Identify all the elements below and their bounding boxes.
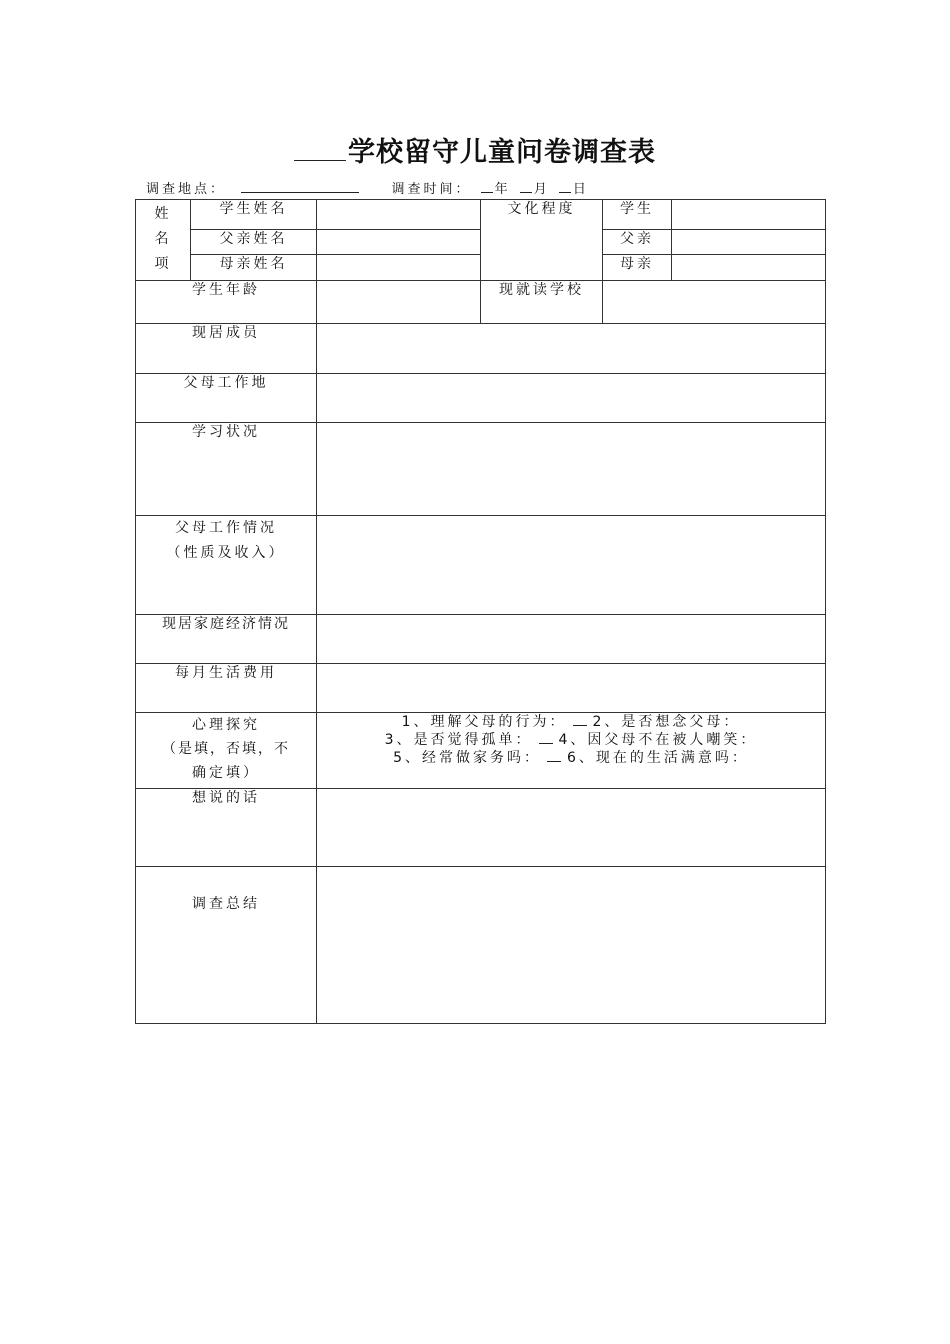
name-group-char-1: 姓 bbox=[154, 206, 172, 222]
year-field[interactable] bbox=[481, 180, 493, 193]
household-members-field[interactable] bbox=[317, 324, 826, 374]
parents-workplace-label: 父母工作地 bbox=[136, 374, 317, 423]
psych-q5: 5、经常做家务吗： bbox=[393, 750, 541, 767]
school-name-blank[interactable] bbox=[294, 138, 346, 161]
day-field[interactable] bbox=[559, 180, 571, 193]
education-label: 文化程度 bbox=[481, 200, 603, 281]
current-school-field[interactable] bbox=[603, 281, 826, 324]
edu-mother-label: 母亲 bbox=[603, 255, 672, 281]
edu-father-field[interactable] bbox=[672, 230, 826, 255]
parents-work-label bbox=[136, 516, 317, 615]
parents-work-label-line2: （性质及收入） bbox=[166, 545, 286, 561]
edu-student-label: 学生 bbox=[603, 200, 672, 230]
study-status-field[interactable] bbox=[317, 423, 826, 516]
monthly-cost-label: 每月生活费用 bbox=[136, 664, 317, 713]
summary-field[interactable] bbox=[317, 867, 826, 1024]
psych-q3: 3、是否觉得孤单： bbox=[384, 732, 533, 749]
father-name-label: 父亲姓名 bbox=[191, 230, 317, 255]
name-group-char-3: 项 bbox=[154, 256, 172, 272]
student-name-field[interactable] bbox=[317, 200, 481, 230]
psych-row-1 bbox=[317, 713, 825, 731]
parents-work-label-line1: 父母工作情况 bbox=[175, 520, 277, 536]
survey-table bbox=[135, 199, 826, 1024]
title-text: 学校留守儿童问卷调查表 bbox=[348, 137, 656, 168]
psych-row-3 bbox=[317, 749, 825, 767]
psych-label-line3: 确定填） bbox=[192, 765, 260, 781]
psych-q1: 1、理解父母的行为： bbox=[401, 714, 567, 730]
psych-q4: 4、因父母不在被人嘲笑： bbox=[558, 732, 758, 749]
psych-label-line1: 心理探究 bbox=[192, 717, 260, 733]
psych-q5-answer[interactable] bbox=[547, 749, 561, 762]
student-name-label: 学生姓名 bbox=[191, 200, 317, 230]
psych-q1-answer[interactable] bbox=[573, 713, 587, 726]
page-title bbox=[0, 130, 950, 169]
location-label: 调查地点： bbox=[146, 182, 227, 197]
household-members-label: 现居成员 bbox=[136, 324, 317, 374]
psych-label-line2: （是填，否填，不 bbox=[162, 741, 290, 757]
student-age-label: 学生年龄 bbox=[136, 281, 317, 324]
psych-q2: 2、是否想念父母： bbox=[592, 714, 741, 730]
psych-row-2 bbox=[317, 731, 825, 749]
psych-q3-answer[interactable] bbox=[539, 731, 553, 744]
psych-questions bbox=[317, 713, 826, 789]
family-economy-field[interactable] bbox=[317, 615, 826, 664]
month-label: 月 bbox=[533, 182, 550, 197]
parents-workplace-field[interactable] bbox=[317, 374, 826, 423]
time-label: 调查时间： bbox=[391, 182, 472, 197]
edu-mother-field[interactable] bbox=[672, 255, 826, 281]
father-name-field[interactable] bbox=[317, 230, 481, 255]
psych-q6: 6、现在的生活满意吗： bbox=[567, 750, 749, 767]
month-field[interactable] bbox=[520, 180, 532, 193]
words-field[interactable] bbox=[317, 789, 826, 867]
name-group-label bbox=[136, 200, 191, 281]
psych-label bbox=[136, 713, 317, 789]
survey-meta bbox=[146, 178, 589, 197]
edu-student-field[interactable] bbox=[672, 200, 826, 230]
parents-work-field[interactable] bbox=[317, 516, 826, 615]
student-age-field[interactable] bbox=[317, 281, 481, 324]
monthly-cost-field[interactable] bbox=[317, 664, 826, 713]
words-label: 想说的话 bbox=[136, 789, 317, 867]
location-field[interactable] bbox=[241, 180, 359, 193]
mother-name-field[interactable] bbox=[317, 255, 481, 281]
name-group-char-2: 名 bbox=[154, 231, 172, 247]
current-school-label: 现就读学校 bbox=[481, 281, 603, 324]
summary-label: 调查总结 bbox=[136, 867, 317, 1024]
mother-name-label: 母亲姓名 bbox=[191, 255, 317, 281]
study-status-label: 学习状况 bbox=[136, 423, 317, 516]
year-label: 年 bbox=[494, 182, 511, 197]
edu-father-label: 父亲 bbox=[603, 230, 672, 255]
day-label: 日 bbox=[572, 182, 589, 197]
family-economy-label: 现居家庭经济情况 bbox=[136, 615, 317, 664]
